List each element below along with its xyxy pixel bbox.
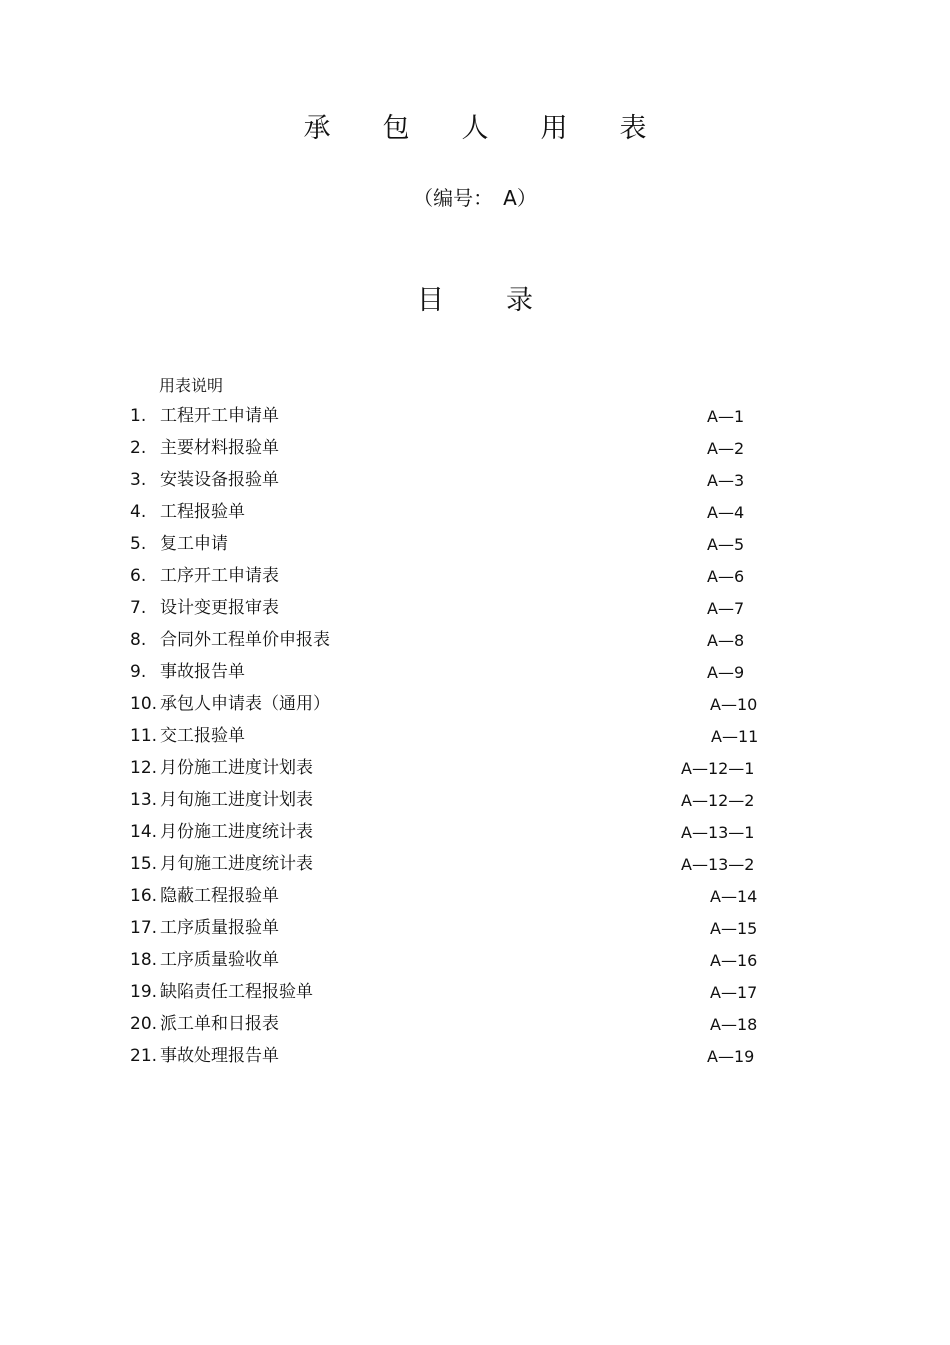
toc-row	[130, 564, 790, 596]
form-code: （编号： A）	[413, 186, 537, 210]
toc-row-label: 交工报验单	[160, 726, 245, 746]
toc-row	[130, 852, 790, 884]
toc-row-number: 21.	[130, 1046, 158, 1066]
toc-row-number: 18.	[130, 950, 158, 970]
toc-row-label: 主要材料报验单	[160, 438, 279, 458]
toc-row	[130, 756, 790, 788]
toc-row-number: 3.	[130, 470, 147, 490]
toc-row-label: 工程报验单	[160, 502, 245, 522]
toc-row-label: 工序质量报验单	[160, 918, 279, 938]
toc-row-reference: A—19	[707, 1047, 755, 1066]
toc-row	[130, 628, 790, 660]
toc-row-reference: A—8	[707, 631, 745, 650]
toc-row-reference: A—7	[707, 599, 745, 618]
toc-row-label: 派工单和日报表	[160, 1014, 279, 1034]
toc-row-number: 5.	[130, 534, 147, 554]
toc-row-number: 11.	[130, 726, 158, 746]
toc-row-reference: A—10	[710, 695, 758, 714]
toc-row-label: 隐蔽工程报验单	[160, 886, 279, 906]
toc-row	[130, 724, 790, 756]
toc-row-label: 月旬施工进度计划表	[160, 790, 313, 810]
toc-row-reference: A—9	[707, 663, 745, 682]
toc-row-reference: A—13—2	[681, 855, 755, 874]
page-title: 承包人用表	[303, 113, 699, 144]
toc-row-reference: A—15	[710, 919, 758, 938]
toc-row-label: 承包人申请表（通用）	[160, 694, 330, 714]
toc-row-reference: A—16	[710, 951, 758, 970]
toc-row-number: 20.	[130, 1014, 158, 1034]
toc-row-reference: A—18	[710, 1015, 758, 1034]
toc-row	[130, 596, 790, 628]
toc-row-number: 15.	[130, 854, 158, 874]
toc-row-label: 月份施工进度计划表	[160, 758, 313, 778]
toc-row-label: 事故处理报告单	[160, 1046, 279, 1066]
toc-row-number: 14.	[130, 822, 158, 842]
toc-row	[130, 436, 790, 468]
toc-row-number: 13.	[130, 790, 158, 810]
toc-row	[130, 948, 790, 980]
toc-row-label: 设计变更报审表	[160, 598, 279, 618]
toc-row-reference: A—17	[710, 983, 758, 1002]
toc-row-label: 复工申请	[160, 534, 228, 554]
toc-row	[130, 532, 790, 564]
toc-row	[130, 660, 790, 692]
toc-row	[130, 884, 790, 916]
toc-row-reference: A—12—1	[681, 759, 755, 778]
toc-row	[130, 916, 790, 948]
toc-row-number: 10.	[130, 694, 158, 714]
toc-row	[130, 1012, 790, 1044]
toc-row	[130, 404, 790, 436]
toc-row	[130, 1044, 790, 1076]
toc-row-reference: A—3	[707, 471, 745, 490]
toc-row-reference: A—12—2	[681, 791, 755, 810]
toc-row-number: 4.	[130, 502, 147, 522]
toc-row-number: 19.	[130, 982, 158, 1002]
toc-intro-item: 用表说明	[159, 376, 224, 395]
toc-row-number: 8.	[130, 630, 147, 650]
toc-heading: 目录	[417, 285, 595, 316]
toc-row-reference: A—6	[707, 567, 745, 586]
toc-row-label: 合同外工程单价申报表	[160, 630, 330, 650]
toc-row-number: 17.	[130, 918, 158, 938]
toc-row-reference: A—11	[711, 727, 759, 746]
toc-row-reference: A—4	[707, 503, 745, 522]
toc-list	[130, 404, 790, 1076]
toc-row-label: 月旬施工进度统计表	[160, 854, 313, 874]
toc-row-reference: A—5	[707, 535, 745, 554]
toc-row-label: 工序质量验收单	[160, 950, 279, 970]
toc-row-number: 6.	[130, 566, 147, 586]
toc-row-number: 7.	[130, 598, 147, 618]
toc-row-number: 2.	[130, 438, 147, 458]
toc-row-label: 工程开工申请单	[160, 406, 279, 426]
toc-row-label: 事故报告单	[160, 662, 245, 682]
toc-row-label: 工序开工申请表	[160, 566, 279, 586]
toc-row-reference: A—2	[707, 439, 745, 458]
toc-row-reference: A—14	[710, 887, 758, 906]
toc-row-label: 安装设备报验单	[160, 470, 279, 490]
toc-row	[130, 500, 790, 532]
toc-row	[130, 692, 790, 724]
toc-row	[130, 980, 790, 1012]
toc-row-number: 9.	[130, 662, 147, 682]
toc-row	[130, 820, 790, 852]
toc-row-label: 月份施工进度统计表	[160, 822, 313, 842]
toc-row	[130, 468, 790, 500]
toc-row-reference: A—13—1	[681, 823, 755, 842]
toc-row-number: 16.	[130, 886, 158, 906]
toc-row-number: 1.	[130, 406, 147, 426]
toc-row-reference: A—1	[707, 407, 745, 426]
toc-row-label: 缺陷责任工程报验单	[160, 982, 313, 1002]
toc-row	[130, 788, 790, 820]
toc-row-number: 12.	[130, 758, 158, 778]
